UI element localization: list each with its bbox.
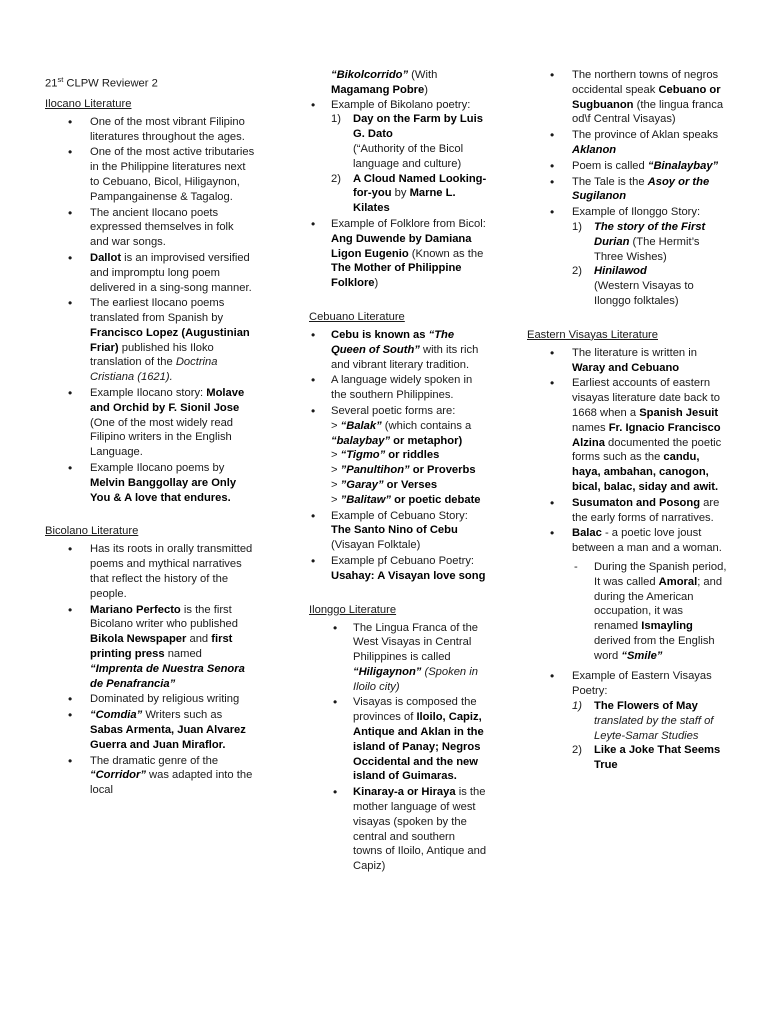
dash-item <box>594 560 727 664</box>
item-number: 1) <box>572 700 582 713</box>
column-1 <box>45 68 255 799</box>
poetic-form <box>331 463 487 478</box>
list-item <box>331 509 487 553</box>
title-superscript: st <box>57 75 64 84</box>
term: Cebu is known as <box>331 328 429 341</box>
item-text: During the Spanish period, It was called <box>594 560 727 588</box>
quoted-term: ”Garay” <box>340 478 384 491</box>
title-text: CLPW Reviewer 2 <box>63 77 158 90</box>
title-number: 21 <box>45 77 58 90</box>
term: or poetic debate <box>391 493 481 506</box>
item-text: (Known as the <box>408 247 484 260</box>
poetic-form <box>331 419 487 449</box>
list-item <box>572 376 727 494</box>
ilonggo-heading: Ilonggo Literature <box>309 603 397 616</box>
story-item <box>572 220 727 264</box>
term: or Proverbs <box>409 464 476 477</box>
term: Ismayling <box>641 620 693 633</box>
item-text: names <box>572 421 609 434</box>
poem-title: A Cloud Named Looking-for-you <box>353 172 487 200</box>
item-text: is an improvised versified and impromptu long poem delivered in a sing-song manner. <box>90 251 252 294</box>
bicolano-list-continued <box>309 98 487 291</box>
term: Francisco Lopez (Augustinian Friar) <box>90 326 250 354</box>
list-item <box>331 554 487 584</box>
list-item <box>572 526 727 663</box>
item-text: and <box>186 633 212 646</box>
poem-title: Day on the Farm by Luis G. Dato <box>353 113 483 141</box>
eastern-poem-list <box>572 699 727 773</box>
item-number: 1) <box>572 220 582 233</box>
term: The Mother of Philippine Folklore <box>331 262 462 290</box>
term: Dallot <box>90 251 122 264</box>
term: The Santo Nino of Cebu <box>331 524 458 537</box>
term: Bikola Newspaper <box>90 633 187 646</box>
item-text: Example of Folklore from Bicol: <box>331 217 486 230</box>
item-text: (One of the most widely read Filipino writers in the English Language. <box>90 416 234 459</box>
poetic-form <box>331 478 487 493</box>
spacer <box>527 310 727 328</box>
list-item <box>90 603 255 692</box>
quoted-term: “Tigmo” <box>340 449 386 462</box>
item-text: > <box>331 493 341 506</box>
item-text: Has its roots in orally transmitted poems and mythical narratives that reflect the history of the people. <box>90 543 253 600</box>
poetic-form <box>331 493 487 508</box>
list-item <box>90 145 255 204</box>
quoted-term: Aklanon <box>572 143 617 156</box>
bicolano-list <box>45 542 255 798</box>
item-text: The Tale is the <box>572 175 648 188</box>
eastern-visayas-list <box>527 346 727 773</box>
item-text: documented the poetic forms such as the <box>572 436 722 464</box>
bicol-poem-list <box>331 112 487 216</box>
list-item <box>90 692 255 707</box>
italic-term: (Spoken in Iloilo city) <box>353 665 478 693</box>
column-2 <box>309 68 487 875</box>
term: Kinaray-a or Hiraya <box>353 786 456 799</box>
continued-text <box>309 68 487 98</box>
quoted-term: “Corridor” <box>90 769 146 782</box>
poetic-form <box>331 448 487 463</box>
list-item <box>90 461 255 505</box>
poem-title: Like a Joke That Seems True <box>594 744 721 772</box>
list-item <box>90 386 255 460</box>
list-item <box>90 296 255 385</box>
story-note: (Western Visayas to Ilonggo folktales) <box>594 280 694 307</box>
quoted-term: ”Balitaw” <box>340 493 392 506</box>
list-item <box>353 785 487 874</box>
item-text: > <box>331 464 341 477</box>
ilonggo-list-continued <box>527 68 727 309</box>
term: Fr. Ignacio Francisco Alzina <box>572 421 721 449</box>
spacer <box>309 292 487 310</box>
item-text: The dramatic genre of the <box>90 754 219 767</box>
item-text: Poem is called <box>572 159 648 172</box>
italic-term: Doctrina Cristiana (1621). <box>90 356 218 384</box>
term: Iloilo, Capiz, Antique and Aklan in the island of Panay; Negros Occidental and the new island of Guimaras. <box>353 711 484 783</box>
list-item <box>353 695 487 784</box>
list-item <box>90 708 255 752</box>
item-text: Example Ilocano poems by <box>90 462 225 475</box>
list-item <box>90 115 255 145</box>
term: Cebuano or Sugbuanon <box>572 83 721 111</box>
term: or metaphor) <box>390 434 463 447</box>
list-item <box>90 206 255 250</box>
ilocano-heading: Ilocano Literature <box>45 97 132 110</box>
item-text: ) <box>424 83 428 96</box>
story-title: Hinilawod <box>594 265 647 278</box>
list-item <box>331 98 487 216</box>
item-text: (which contains a <box>381 419 472 432</box>
item-text: One of the most active tributaries in the Philippine literatures next to Cebuano, Bicol, Hiligaynon, Pampangainense & Tagalog. <box>90 146 255 203</box>
list-item <box>572 159 727 174</box>
item-text: (With <box>408 69 438 81</box>
term: Molave and Orchid by F. Sionil Jose <box>90 387 245 414</box>
item-text: Example of Ilonggo Story: <box>572 206 701 219</box>
list-item <box>353 621 487 695</box>
quoted-term: “The Queen of South” <box>331 328 455 356</box>
ilocano-list <box>45 115 255 506</box>
item-text: Example of Eastern Visayas Poetry: <box>572 670 712 698</box>
term: Ang Duwende by Damiana Ligon Eugenio <box>331 232 472 260</box>
item-text: > <box>331 419 341 432</box>
list-item <box>572 175 727 205</box>
term: Usahay: A Visayan love song <box>331 569 486 582</box>
item-text: Writers such as <box>142 709 223 722</box>
term: Waray and Cebuano <box>572 361 680 374</box>
item-text: is the first Bicolano writer who published <box>90 603 239 631</box>
item-text: A language widely spoken in the southern Philippines. <box>331 374 473 402</box>
poem-item <box>331 172 487 216</box>
item-text: The literature is written in <box>572 346 697 359</box>
term: or Verses <box>383 478 438 491</box>
poem-item <box>572 743 727 773</box>
term: Balac <box>572 527 602 540</box>
item-number: 1) <box>331 113 341 126</box>
term: Magamang Pobre <box>331 83 425 96</box>
item-text: (Visayan Folktale) <box>331 539 421 552</box>
item-text: are the early forms of narratives. <box>572 496 720 524</box>
item-number: 2) <box>331 172 341 185</box>
list-item <box>572 68 727 127</box>
story-note: (The Hermit’s Three Wishes) <box>594 235 700 263</box>
list-item <box>572 669 727 773</box>
item-text: > <box>331 449 341 462</box>
item-text: is the mother language of west visayas (spoken by the central and southern towns of Iloilo, Antique and Capiz) <box>353 786 487 873</box>
item-text: Earliest accounts of eastern visayas literature date back to 1668 when a <box>572 377 720 419</box>
poem-item <box>331 112 487 171</box>
quoted-term: “Bikolcorrido” <box>331 69 409 81</box>
term: Spanish Jesuit <box>639 406 719 419</box>
item-text: The northern towns of negros occidental speak <box>572 69 719 96</box>
term: Amoral <box>658 575 698 588</box>
list-item <box>331 373 487 403</box>
item-text: The ancient Ilocano poets expressed themselves in folk and war songs. <box>90 206 234 249</box>
quoted-term: “Imprenta de Nuestra Senora de Penafrancia” <box>90 662 245 690</box>
item-text: The province of Aklan speaks <box>572 129 719 142</box>
item-text: (the lingua franca od\f Central Visayas) <box>572 98 724 126</box>
list-item <box>331 404 487 508</box>
list-item <box>331 328 487 372</box>
list-item <box>572 496 727 526</box>
term: Sabas Armenta, Juan Alvarez Guerra and Juan Miraflor. <box>90 724 246 751</box>
story-item <box>572 264 727 308</box>
list-item <box>90 754 255 798</box>
item-text: Example of Bikolano poetry: <box>331 98 471 111</box>
list-item <box>90 542 255 601</box>
eastern-visayas-heading: Eastern Visayas Literature <box>527 328 659 341</box>
poem-title: The Flowers of May <box>594 700 698 713</box>
quoted-term: “Balak” <box>340 419 382 432</box>
list-item <box>572 128 727 158</box>
cebuano-list <box>309 328 487 584</box>
item-number: 2) <box>572 265 582 278</box>
list-item <box>572 346 727 376</box>
quoted-term: “Hiligaynon” <box>353 665 422 678</box>
item-text: Example Ilocano story: <box>90 387 207 400</box>
list-item <box>90 251 255 295</box>
item-text: ; and during the American occupation, it was renamed <box>594 575 723 633</box>
item-text: The earliest Ilocano poems translated from Spanish by <box>90 297 225 325</box>
term: Melvin Banggollay are Only You & A love that endures. <box>90 476 237 504</box>
item-text: was adapted into the local <box>90 769 253 797</box>
quoted-term: “Binalaybay” <box>647 159 719 172</box>
item-text: One of the most vibrant Filipino literatures throughout the ages. <box>90 115 245 143</box>
balac-detail-list <box>572 560 727 664</box>
item-text: Example of Cebuano Story: <box>331 509 468 522</box>
item-text: derived from the English word <box>594 634 715 662</box>
spacer <box>45 506 255 524</box>
item-text: published his Iloko translation of the <box>90 341 214 369</box>
item-text: - a poetic love joust between a man and a woman. <box>572 527 722 555</box>
quoted-term: “Comdia” <box>90 709 143 722</box>
ilonggo-story-list <box>572 220 727 309</box>
item-text: Visayas is composed the provinces of <box>353 696 477 724</box>
item-text: named <box>164 648 202 661</box>
item-text: Several poetic forms are: <box>331 404 456 417</box>
quoted-term: ”Panultihon” <box>340 464 410 477</box>
list-item <box>331 217 487 291</box>
quoted-term: Asoy or the Sugilanon <box>572 175 710 203</box>
item-text: The Lingua Franca of the West Visayas in Central Philippines is called <box>353 621 479 664</box>
cebuano-heading: Cebuano Literature <box>309 310 405 323</box>
item-text: > <box>331 478 341 491</box>
story-title: The story of the First Durian <box>594 220 706 248</box>
term: or riddles <box>385 449 440 462</box>
quoted-term: “balaybay” <box>331 434 391 447</box>
poem-note: translated by the staff of Leyte-Samar Studies <box>594 714 714 742</box>
quoted-term: “Smile” <box>621 649 663 662</box>
poem-item <box>572 699 727 743</box>
column-3 <box>527 68 727 774</box>
list-item <box>572 205 727 309</box>
poem-note: (“Authority of the Bicol language and culture) <box>353 142 464 170</box>
document-title <box>45 72 255 92</box>
item-text: Dominated by religious writing <box>90 693 240 706</box>
spacer <box>309 585 487 603</box>
item-text: with its rich and vibrant literary tradition. <box>331 343 479 371</box>
ilonggo-list <box>309 621 487 875</box>
item-text: ) <box>374 277 379 290</box>
item-text: Example pf Cebuano Poetry: <box>331 554 475 567</box>
term: Susumaton and Posong <box>572 496 701 509</box>
item-text: by <box>391 187 410 200</box>
term: Mariano Perfecto <box>90 603 181 616</box>
poem-author: Marne L. Kilates <box>353 187 456 215</box>
term: first printing press <box>90 633 233 661</box>
term: candu, haya, ambahan, canogon, bical, balac, siday and awit. <box>572 451 719 493</box>
bicolano-heading: Bicolano Literature <box>45 525 139 538</box>
item-number: 2) <box>572 744 582 757</box>
